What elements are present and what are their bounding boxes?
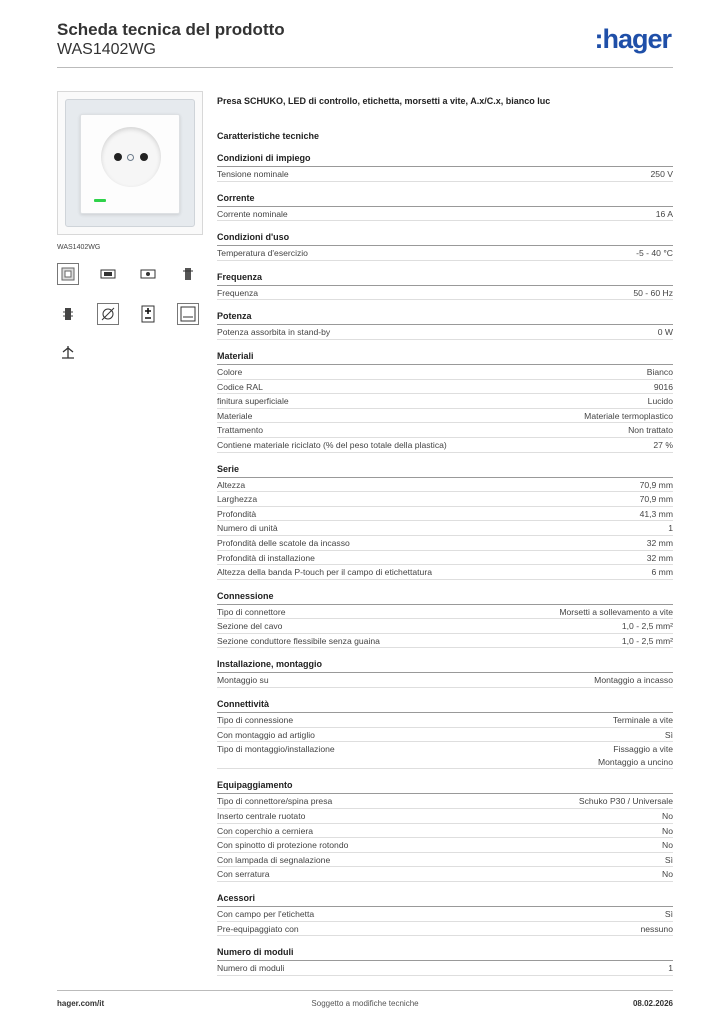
spec-label: Tipo di connessione — [217, 715, 294, 726]
spec-value — [658, 326, 673, 339]
spec-value — [648, 395, 673, 408]
spec-value — [584, 410, 673, 423]
spec-group-title: Serie — [217, 463, 673, 478]
pin-hole-left — [114, 153, 122, 161]
spec-group-title: Numero di moduli — [217, 946, 673, 961]
spec-value-line: -5 - 40 °C — [636, 248, 673, 259]
spec-value-line: Terminale a vite — [612, 715, 673, 726]
spec-label: Tensione nominale — [217, 169, 289, 179]
page-header — [57, 20, 673, 70]
mounting-icon — [57, 303, 79, 325]
spec-label: Altezza della banda P-touch per il campo di etichettatura — [217, 567, 432, 578]
spec-value — [598, 743, 673, 768]
spec-group — [217, 658, 673, 688]
spec-row — [217, 365, 673, 380]
spec-value-line: No — [662, 811, 673, 822]
spec-group — [217, 892, 673, 936]
spec-row — [217, 961, 673, 976]
spec-value-line: Non trattato — [628, 425, 673, 436]
spec-value — [636, 247, 673, 260]
spec-label: finitura superficiale — [217, 396, 289, 407]
spec-row — [217, 207, 673, 222]
socket-face — [101, 127, 161, 187]
spec-label: Larghezza — [217, 494, 258, 505]
led-icon — [137, 263, 159, 285]
spec-value-line: 70,9 mm — [639, 494, 673, 505]
spec-value-line: 50 - 60 Hz — [633, 287, 673, 298]
spec-group — [217, 231, 673, 261]
spec-label: Profondità delle scatole da incasso — [217, 537, 350, 548]
spec-value-line: Lucido — [647, 396, 673, 407]
spec-group — [217, 271, 673, 301]
spec-value — [662, 810, 673, 823]
spec-value-line: Materiale termoplastico — [584, 410, 673, 421]
spec-value-line: 6 mm — [651, 567, 673, 578]
spec-group — [217, 310, 673, 340]
spec-value — [662, 839, 673, 852]
header-divider — [57, 67, 673, 68]
spec-value-line: 1,0 - 2,5 mm² — [621, 635, 673, 646]
spec-value-line: Montaggio a incasso — [594, 675, 673, 686]
socket-frame — [65, 99, 195, 227]
spec-value — [647, 537, 673, 550]
spec-label: Tipo di connettore/spina presa — [217, 796, 333, 807]
spec-value — [653, 439, 673, 452]
spec-value-line: 1 — [668, 963, 673, 974]
spec-value-line: Sì — [664, 854, 673, 865]
spec-value-line: No — [662, 825, 673, 836]
spec-label: Con coperchio a cerniera — [217, 825, 314, 836]
spec-value-line: 70,9 mm — [639, 479, 673, 490]
spec-value — [622, 635, 673, 648]
spec-group — [217, 463, 673, 580]
no-child-protection-icon — [97, 303, 119, 325]
spec-value-line: Morsetti a sollevamento a vite — [559, 606, 673, 617]
spec-label: Numero di unità — [217, 523, 278, 534]
spec-group-title: Connettività — [217, 698, 673, 713]
spec-row — [217, 521, 673, 536]
spec-value — [622, 620, 673, 633]
image-caption: WAS1402WG — [57, 244, 101, 251]
footer-website: hager.com/it — [57, 999, 105, 1008]
product-code: WAS1402WG — [57, 41, 156, 58]
pin-hole-right — [140, 153, 148, 161]
spec-value-line: No — [662, 840, 673, 851]
socket-icon — [97, 263, 119, 285]
spec-label: Con montaggio ad artiglio — [217, 729, 315, 740]
spec-group — [217, 192, 673, 222]
spec-value-line: 16 A — [655, 208, 673, 219]
spec-value — [654, 381, 673, 394]
socket-insert — [80, 114, 180, 214]
spec-value — [641, 923, 674, 936]
spec-value — [665, 908, 673, 921]
spec-value — [668, 962, 673, 975]
spec-label: Tipo di montaggio/installazione — [217, 744, 335, 755]
spec-row — [217, 605, 673, 620]
spec-row — [217, 728, 673, 743]
spec-value-line: Sì — [664, 729, 673, 740]
flush-mounting-icon — [57, 341, 79, 363]
spec-groups — [217, 152, 673, 976]
spec-row — [217, 478, 673, 493]
spec-row — [217, 423, 673, 438]
spec-value — [647, 552, 673, 565]
spec-value — [651, 168, 673, 181]
spec-value-line: 0 W — [657, 327, 673, 338]
spec-group-title: Condizioni d'uso — [217, 231, 673, 246]
spec-value-line: Schuko P30 / Universale — [578, 796, 673, 807]
spec-value — [647, 366, 673, 379]
spec-value-line: Montaggio a uncino — [597, 756, 673, 767]
spec-group-title: Connessione — [217, 590, 673, 605]
spec-value-line: 1 — [668, 523, 673, 534]
spec-value-line: nessuno — [640, 923, 673, 934]
spec-row — [217, 551, 673, 566]
spec-group-title: Condizioni di impiego — [217, 152, 673, 167]
spec-value — [628, 424, 673, 437]
spec-group-title: Installazione, montaggio — [217, 658, 673, 673]
spec-value — [613, 714, 673, 727]
specifications — [217, 94, 673, 976]
spec-group — [217, 350, 673, 453]
spec-group — [217, 946, 673, 976]
footer-date: 08.02.2026 — [632, 999, 673, 1008]
spec-row — [217, 438, 673, 453]
spec-row — [217, 853, 673, 868]
spec-value — [594, 674, 673, 687]
label-field-icon — [177, 303, 199, 325]
spec-row — [217, 922, 673, 937]
plus-minus-icon — [137, 303, 159, 325]
spec-value — [665, 729, 673, 742]
spec-row — [217, 394, 673, 409]
hager-logo — [594, 24, 671, 55]
spec-group-title: Potenza — [217, 310, 673, 325]
product-image — [57, 91, 203, 235]
document-title: Scheda tecnica del prodotto — [57, 20, 285, 39]
spec-group-title: Acessori — [217, 892, 673, 907]
spec-group-title: Materiali — [217, 350, 673, 365]
spec-label: Con spinotto di protezione rotondo — [217, 840, 349, 851]
spec-row — [217, 536, 673, 551]
spec-value — [662, 825, 673, 838]
spec-label: Temperatura d'esercizio — [217, 248, 308, 259]
spec-label: Montaggio su — [217, 675, 269, 686]
spec-group — [217, 779, 673, 882]
spec-row — [217, 619, 673, 634]
section-heading: Caratteristiche tecniche — [217, 131, 320, 141]
spec-group-title: Equipaggiamento — [217, 779, 673, 794]
spec-value — [579, 795, 673, 808]
spec-row — [217, 867, 673, 882]
spec-row — [217, 167, 673, 182]
spec-row — [217, 673, 673, 688]
spec-value-line: 32 mm — [646, 537, 673, 548]
spec-row — [217, 824, 673, 839]
screw-terminal-icon — [177, 263, 199, 285]
spec-value — [652, 566, 673, 579]
spec-label: Sezione del cavo — [217, 621, 283, 632]
spec-label: Sezione conduttore flessibile senza guaina — [217, 635, 380, 646]
spec-row — [217, 286, 673, 301]
spec-value — [633, 287, 673, 300]
spec-row — [217, 907, 673, 922]
spec-label: Profondità di installazione — [217, 552, 315, 563]
spec-row — [217, 246, 673, 261]
spec-label: Trattamento — [217, 425, 264, 436]
earth-contact — [127, 154, 134, 161]
spec-row — [217, 565, 673, 580]
spec-label: Corrente nominale — [217, 208, 288, 219]
page-footer — [57, 990, 673, 1015]
spec-group — [217, 698, 673, 769]
spec-value — [656, 208, 673, 221]
frame-icon — [57, 263, 79, 285]
spec-label: Potenza assorbita in stand-by — [217, 327, 331, 338]
spec-label: Profondità — [217, 508, 257, 519]
spec-value — [668, 522, 673, 535]
spec-label: Frequenza — [217, 287, 259, 298]
spec-value-line: No — [662, 869, 673, 880]
spec-value-line: 9016 — [653, 381, 673, 392]
spec-value-line: 1,0 - 2,5 mm² — [621, 621, 673, 632]
spec-label: Materiale — [217, 410, 253, 421]
spec-label: Tipo di connettore — [217, 606, 286, 617]
spec-value-line: 27 % — [653, 439, 673, 450]
spec-label: Colore — [217, 366, 243, 377]
spec-row — [217, 409, 673, 424]
spec-value — [640, 493, 673, 506]
spec-value-line: 32 mm — [646, 552, 673, 563]
spec-label: Altezza — [217, 479, 246, 490]
spec-row — [217, 634, 673, 649]
logo-text: :hager — [594, 24, 671, 54]
spec-value — [559, 606, 673, 619]
spec-group — [217, 590, 673, 649]
spec-row — [217, 794, 673, 809]
spec-group-title: Corrente — [217, 192, 673, 207]
spec-row — [217, 809, 673, 824]
spec-row — [217, 507, 673, 522]
spec-group-title: Frequenza — [217, 271, 673, 286]
spec-label: Codice RAL — [217, 381, 263, 392]
spec-value-line: Sì — [664, 909, 673, 919]
spec-row — [217, 492, 673, 507]
spec-label: Inserto centrale ruotato — [217, 811, 306, 822]
footer-notice: Soggetto a modifiche tecniche — [311, 999, 419, 1008]
spec-label: Numero di moduli — [217, 963, 285, 974]
spec-value-line: 250 V — [650, 169, 673, 179]
spec-label: Con campo per l'etichetta — [217, 909, 315, 919]
spec-value — [640, 508, 673, 521]
spec-row — [217, 742, 673, 769]
led-indicator — [94, 199, 106, 202]
spec-label: Con lampada di segnalazione — [217, 854, 331, 865]
spec-group — [217, 152, 673, 182]
spec-label: Contiene materiale riciclato (% del peso totale della plastica) — [217, 439, 447, 450]
spec-row — [217, 838, 673, 853]
spec-label: Con serratura — [217, 869, 270, 880]
spec-value — [665, 854, 673, 867]
spec-value — [640, 479, 673, 492]
spec-value-line: Fissaggio a vite — [613, 744, 673, 755]
product-description: Presa SCHUKO, LED di controllo, etichetta, morsetti a vite, A.x/C.x, bianco luc — [217, 96, 551, 106]
spec-row — [217, 713, 673, 728]
spec-value — [662, 868, 673, 881]
spec-value-line: Bianco — [646, 366, 673, 377]
spec-label: Pre-equipaggiato con — [217, 923, 299, 934]
spec-row — [217, 380, 673, 395]
spec-row — [217, 325, 673, 340]
spec-value-line: 41,3 mm — [639, 508, 673, 519]
